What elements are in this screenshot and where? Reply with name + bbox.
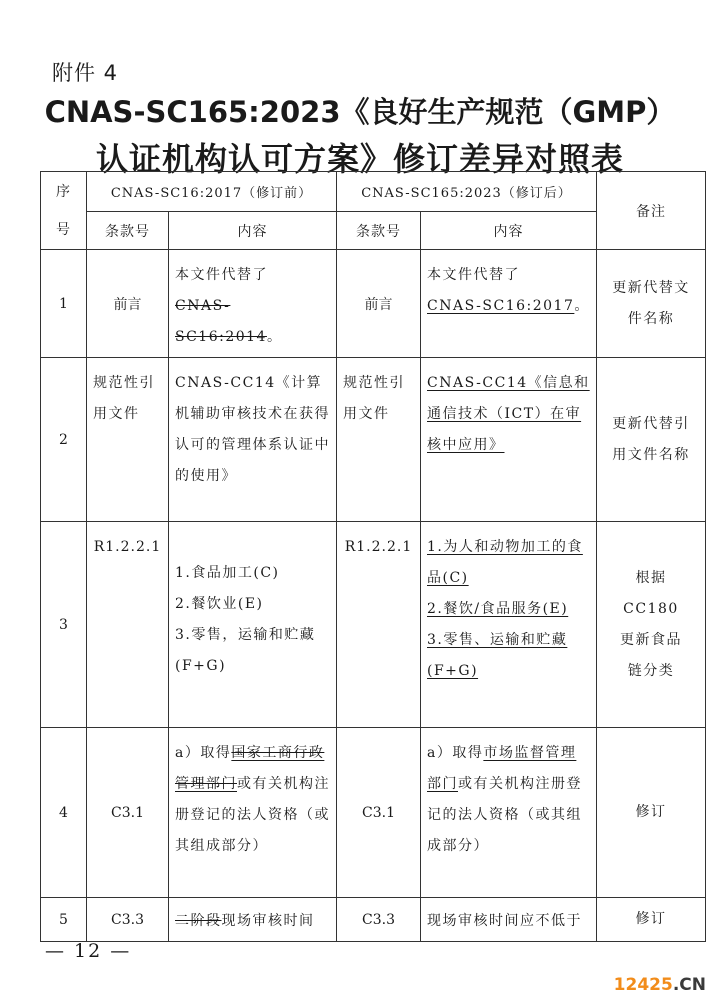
new-content: 现场审核时间应不低于 [421,898,597,942]
old-content: 1.食品加工(C) 2.餐饮业(E) 3.零售，运输和贮藏(F+G) [169,522,337,728]
new-clause: 规范性引用文件 [337,358,421,522]
remark-cell: 更新代替引用文件名称 [597,358,706,522]
new-content [421,522,597,728]
attachment-label: 附件 4 [52,61,119,85]
site-watermark: 12425.CN [610,973,710,997]
table-row [41,728,706,898]
inserted-text: 3.零售、运输和贮藏(F+G) [427,632,568,679]
remark-header: 备注 [597,172,706,250]
page-number: — 12 — [45,940,132,962]
new-version-header: CNAS-SC165:2023（修订后） [337,172,597,212]
table-header-row [41,172,706,212]
document-title-line1: CNAS-SC165:2023《良好生产规范（GMP） [44,95,676,129]
table-row [41,898,706,942]
remark-cell: 更新代替文件名称 [597,250,706,358]
table-row [41,358,706,522]
old-clause: C3.1 [87,728,169,898]
deleted-text: 国家工商行政管理部门 [175,745,325,792]
new-clause: R1.2.2.1 [337,522,421,728]
old-clause-header: 条款号 [87,212,169,250]
row-number: 1 [41,250,87,358]
old-content-header: 内容 [169,212,337,250]
new-clause: C3.3 [337,898,421,942]
old-content: 本文件代替了 CNAS-SC16:2014。 [169,250,337,358]
document-title-line2: 认证机构认可方案》修订差异对照表 [95,140,624,178]
remark-cell: 修订 [597,898,706,942]
inserted-text: CNAS-CC14《信息和通信技术（ICT）在审核中应用》 [427,375,590,453]
revision-comparison-table [40,171,706,942]
new-content: a）取得市场监督管理部门或有关机构注册登记的法人资格（或其组成部分） [421,728,597,898]
inserted-text: 2.餐饮/食品服务(E) [427,601,569,617]
row-number: 3 [41,522,87,728]
new-clause-header: 条款号 [337,212,421,250]
old-clause: C3.3 [87,898,169,942]
table-row [41,522,706,728]
row-number: 4 [41,728,87,898]
old-clause: 前言 [87,250,169,358]
old-content: CNAS-CC14《计算机辅助审核技术在获得认可的管理体系认证中的使用》 [169,358,337,522]
old-content: a）取得国家工商行政管理部门或有关机构注册登记的法人资格（或其组成部分） [169,728,337,898]
old-content: 二阶段现场审核时间 [169,898,337,942]
remark-cell: 修订 [597,728,706,898]
old-clause: 规范性引用文件 [87,358,169,522]
deleted-text: CNAS-SC16:2014 [175,298,267,345]
table-row [41,250,706,358]
new-content-header: 内容 [421,212,597,250]
old-version-header: CNAS-SC16:2017（修订前） [87,172,337,212]
remark-cell: 根据CC180更新食品链分类 [597,522,706,728]
inserted-text: CNAS-SC16:2017 [427,298,575,314]
new-content [421,358,597,522]
row-number: 5 [41,898,87,942]
row-number: 2 [41,358,87,522]
old-clause: R1.2.2.1 [87,522,169,728]
new-clause: 前言 [337,250,421,358]
new-clause: C3.1 [337,728,421,898]
new-content: 本文件代替了 CNAS-SC16:2017。 [421,250,597,358]
inserted-text: 1.为人和动物加工的食品(C) [427,539,583,586]
seq-header: 序 号 [41,172,87,250]
inserted-text: 市场监督管理部门 [427,745,577,792]
deleted-text: 二阶段 [175,912,222,929]
